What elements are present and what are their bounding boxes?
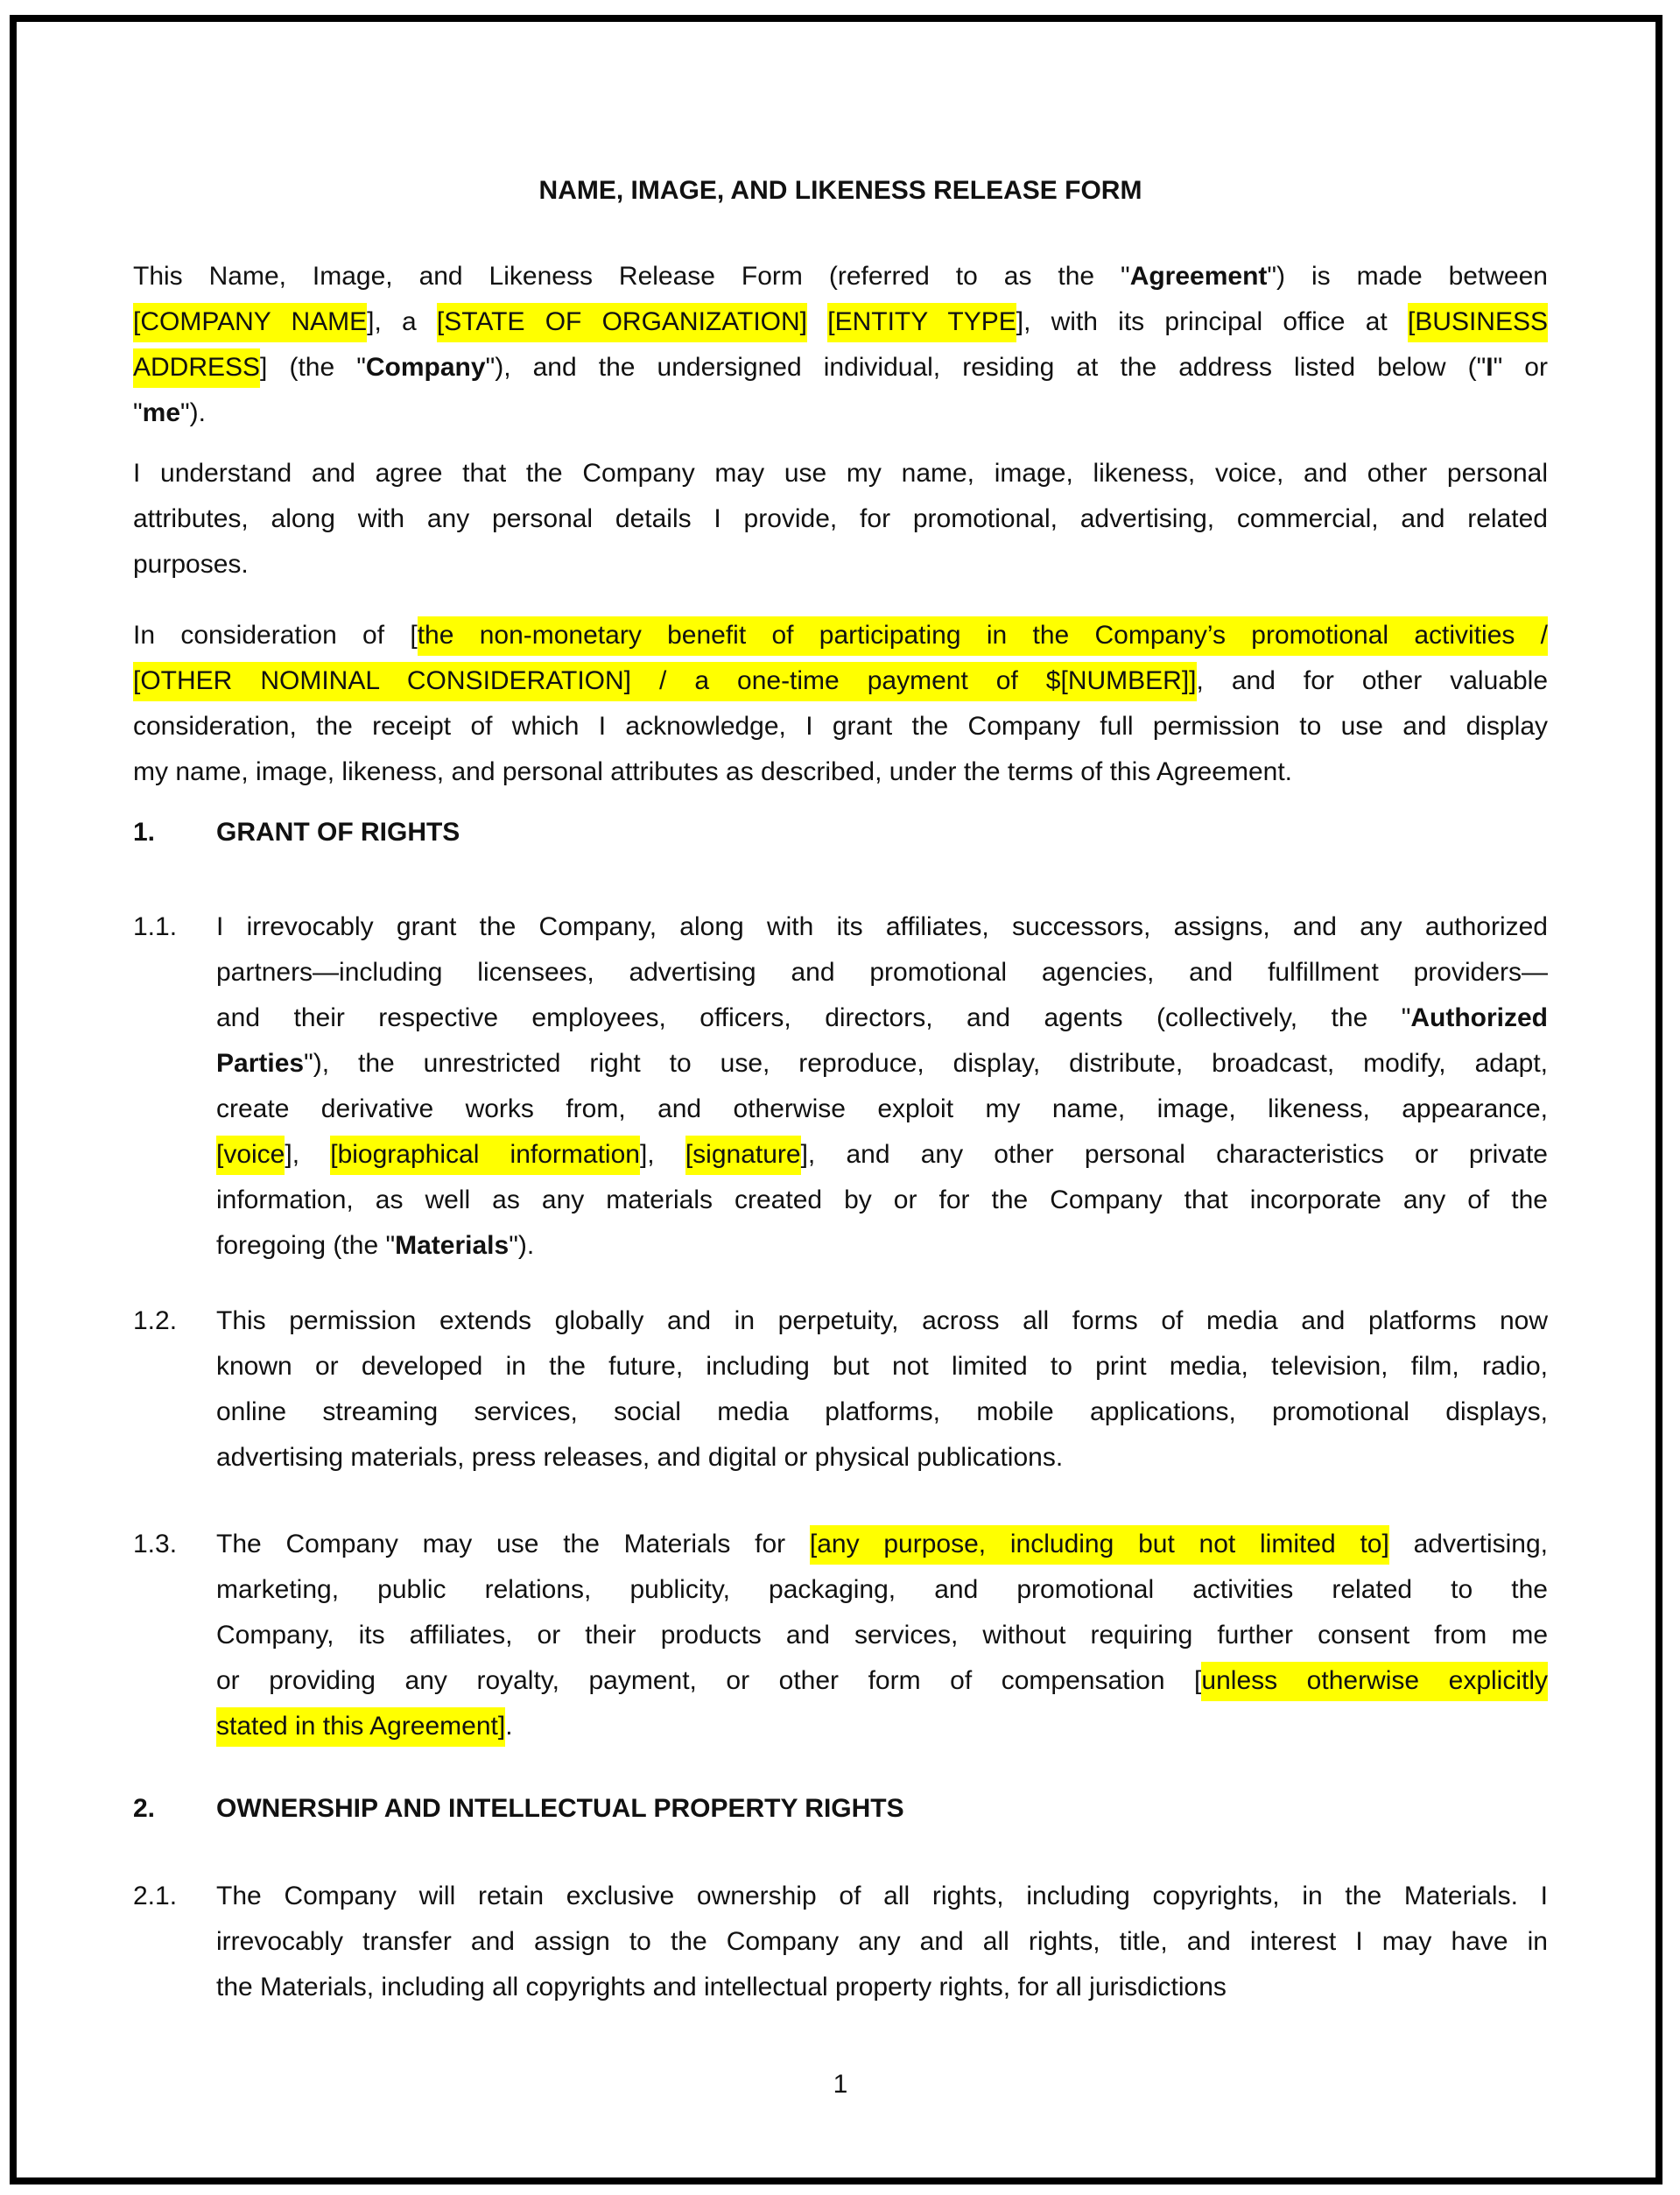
text-run: consideration, the receipt of which I acknowledge, I grant the Company full permission to use and display (133, 712, 1548, 741)
intro-paragraph (133, 254, 1548, 436)
clause-1-3 (133, 1522, 1548, 1749)
text-run: ], and any other personal characteristics or private (800, 1140, 1548, 1169)
intro-paragraph-text (133, 254, 1548, 436)
highlighted-placeholder: [biographical information (330, 1136, 640, 1175)
text-line (133, 749, 1548, 795)
text-run: advertising materials, press releases, and digital or physical publications. (216, 1443, 1064, 1472)
text-line (216, 1919, 1548, 1965)
text-line (133, 254, 1548, 299)
text-run: In consideration of [ (133, 621, 418, 650)
text-run: ") is made between (1267, 262, 1548, 291)
text-run: partners—including licensees, advertising and promotional agencies, and fulfillment providers— (216, 958, 1548, 987)
text-line (216, 810, 1548, 855)
text-run: foregoing (the " (216, 1231, 396, 1260)
highlighted-placeholder: [STATE OF ORGANIZATION] (437, 303, 807, 342)
document-page (133, 0, 1548, 2107)
clause-1-1 (133, 904, 1548, 1269)
text-line (133, 299, 1548, 345)
highlighted-placeholder: stated in this Agreement] (216, 1707, 505, 1747)
defined-term: OWNERSHIP AND INTELLECTUAL PROPERTY RIGHTS (216, 1794, 904, 1823)
use-consent-paragraph-text (133, 451, 1548, 587)
clause-1-3-number: 1.3. (133, 1530, 178, 1558)
text-line (216, 995, 1548, 1041)
text-run: my name, image, likeness, and personal attributes as described, under the terms of this Agreement. (133, 757, 1293, 786)
text-line (216, 1965, 1548, 2010)
highlighted-placeholder: [voice (216, 1136, 285, 1175)
text-line (216, 950, 1548, 995)
clause-1-2-text (216, 1298, 1548, 1481)
text-run: ], (639, 1140, 685, 1169)
defined-term: me (142, 398, 181, 427)
text-line (133, 168, 1548, 214)
text-run: advertising, (1388, 1530, 1549, 1558)
clause-2-1 (133, 1874, 1548, 2010)
highlighted-placeholder: [any purpose, including but not limited to] (810, 1525, 1389, 1565)
text-line (216, 1435, 1548, 1481)
highlighted-placeholder: [COMPANY NAME (133, 303, 367, 342)
highlighted-placeholder: [signature (685, 1136, 801, 1175)
defined-term: Authorized (1410, 1003, 1548, 1032)
text-line (216, 1567, 1548, 1613)
text-line (133, 345, 1548, 390)
consideration-paragraph-text (133, 613, 1548, 795)
text-line (216, 1041, 1548, 1087)
text-run: " or (1493, 353, 1548, 382)
text-run: create derivative works from, and otherwise exploit my name, image, likeness, appearance, (216, 1094, 1548, 1123)
text-run (807, 307, 827, 336)
highlighted-placeholder: the non-monetary benefit of participating in the Company’s promotional activities / (418, 616, 1548, 656)
text-line (216, 1344, 1548, 1389)
defined-term: I (1486, 353, 1494, 382)
use-consent-paragraph (133, 451, 1548, 587)
document-title (133, 168, 1548, 214)
text-line (216, 1613, 1548, 1658)
text-run: ], a (367, 307, 437, 336)
text-line (216, 1132, 1548, 1178)
text-run: irrevocably transfer and assign to the Company any and all rights, title, and interest I may have in (216, 1927, 1548, 1956)
highlighted-placeholder: [OTHER NOMINAL CONSIDERATION] / a one-time payment of $[NUMBER]] (133, 662, 1197, 701)
section-1-heading-text (216, 810, 1548, 855)
section-2-heading (133, 1786, 1548, 1832)
text-run: and their respective employees, officers, directors, and agents (collectively, the " (216, 1003, 1411, 1032)
clause-1-1-text (216, 904, 1548, 1269)
text-run: or providing any royalty, payment, or other form of compensation [ (216, 1666, 1202, 1695)
text-line (216, 904, 1548, 950)
text-run: information, as well as any materials created by or for the Company that incorporate any of the (216, 1185, 1548, 1214)
text-run: known or developed in the future, including but not limited to print media, television, film, radio, (216, 1352, 1548, 1381)
text-run: attributes, along with any personal details I provide, for promotional, advertising, commercial, and related (133, 504, 1548, 533)
document-blocks (133, 168, 1548, 2010)
text-run: I understand and agree that the Company may use my name, image, likeness, voice, and other personal (133, 459, 1548, 488)
text-line (133, 496, 1548, 542)
section-1-heading-number: 1. (133, 818, 156, 847)
defined-term: GRANT OF RIGHTS (216, 818, 460, 847)
section-2-heading-number: 2. (133, 1794, 156, 1823)
section-1-heading (133, 810, 1548, 855)
text-line (216, 1658, 1548, 1704)
text-line (216, 1786, 1548, 1832)
highlighted-placeholder: [ENTITY TYPE (827, 303, 1016, 342)
text-run: The Company may use the Materials for (216, 1530, 810, 1558)
defined-term: Company (365, 353, 486, 382)
text-run: This permission extends globally and in perpetuity, across all forms of media and platforms now (216, 1306, 1548, 1335)
consideration-paragraph (133, 613, 1548, 795)
text-run: " (133, 398, 143, 427)
text-line (133, 542, 1548, 587)
text-run: . (505, 1712, 513, 1741)
text-run: I irrevocably grant the Company, along with its affiliates, successors, assigns, and any authorized (216, 912, 1548, 941)
clause-2-1-text (216, 1874, 1548, 2010)
defined-term: Materials (395, 1231, 510, 1260)
text-run: "). (180, 398, 206, 427)
section-2-heading-text (216, 1786, 1548, 1832)
text-run: ] (the " (260, 353, 366, 382)
clause-1-1-number: 1.1. (133, 912, 178, 941)
text-run: the Materials, including all copyrights and intellectual property rights, for all jurisdictions (216, 1973, 1227, 2002)
text-run: Company, its affiliates, or their products and services, without requiring further consent from me (216, 1621, 1548, 1650)
text-line (133, 613, 1548, 658)
text-run: purposes. (133, 550, 249, 579)
text-line (133, 658, 1548, 704)
text-run: ], with its principal office at (1016, 307, 1408, 336)
text-line (216, 1298, 1548, 1344)
text-line (133, 451, 1548, 496)
text-run: marketing, public relations, publicity, packaging, and promotional activities related to the (216, 1575, 1548, 1604)
highlighted-placeholder: [BUSINESS (1408, 303, 1548, 342)
text-run: "). (509, 1231, 535, 1260)
text-run: "), the unrestricted right to use, reproduce, display, distribute, broadcast, modify, adapt, (304, 1049, 1548, 1078)
text-run: , and for other valuable (1196, 666, 1549, 695)
clause-1-2 (133, 1298, 1548, 1481)
text-run: "), and the undersigned individual, residing at the address listed below (" (485, 353, 1487, 382)
text-run: ], (285, 1140, 331, 1169)
clause-2-1-number: 2.1. (133, 1882, 178, 1910)
defined-term: Agreement (1129, 262, 1268, 291)
highlighted-placeholder: ADDRESS (133, 348, 260, 388)
document-title-text (133, 168, 1548, 214)
clause-1-2-number: 1.2. (133, 1306, 178, 1335)
defined-term: Parties (216, 1049, 305, 1078)
text-line (216, 1223, 1548, 1269)
text-run: online streaming services, social media platforms, mobile applications, promotional displays, (216, 1397, 1548, 1426)
clause-1-3-text (216, 1522, 1548, 1749)
text-line (216, 1522, 1548, 1567)
highlighted-placeholder: unless otherwise explicitly (1201, 1662, 1548, 1701)
text-run: This Name, Image, and Likeness Release Form (referred to as the " (133, 262, 1130, 291)
text-line (216, 1087, 1548, 1132)
text-line (133, 704, 1548, 749)
text-line (216, 1874, 1548, 1919)
text-line (133, 390, 1548, 436)
text-line (216, 1178, 1548, 1223)
text-line (216, 1389, 1548, 1435)
defined-term: NAME, IMAGE, AND LIKENESS RELEASE FORM (538, 176, 1142, 205)
text-line (216, 1704, 1548, 1749)
page-number: 1 (833, 2070, 848, 2099)
text-run: The Company will retain exclusive ownership of all rights, including copyrights, in the Materials. I (216, 1882, 1548, 1910)
